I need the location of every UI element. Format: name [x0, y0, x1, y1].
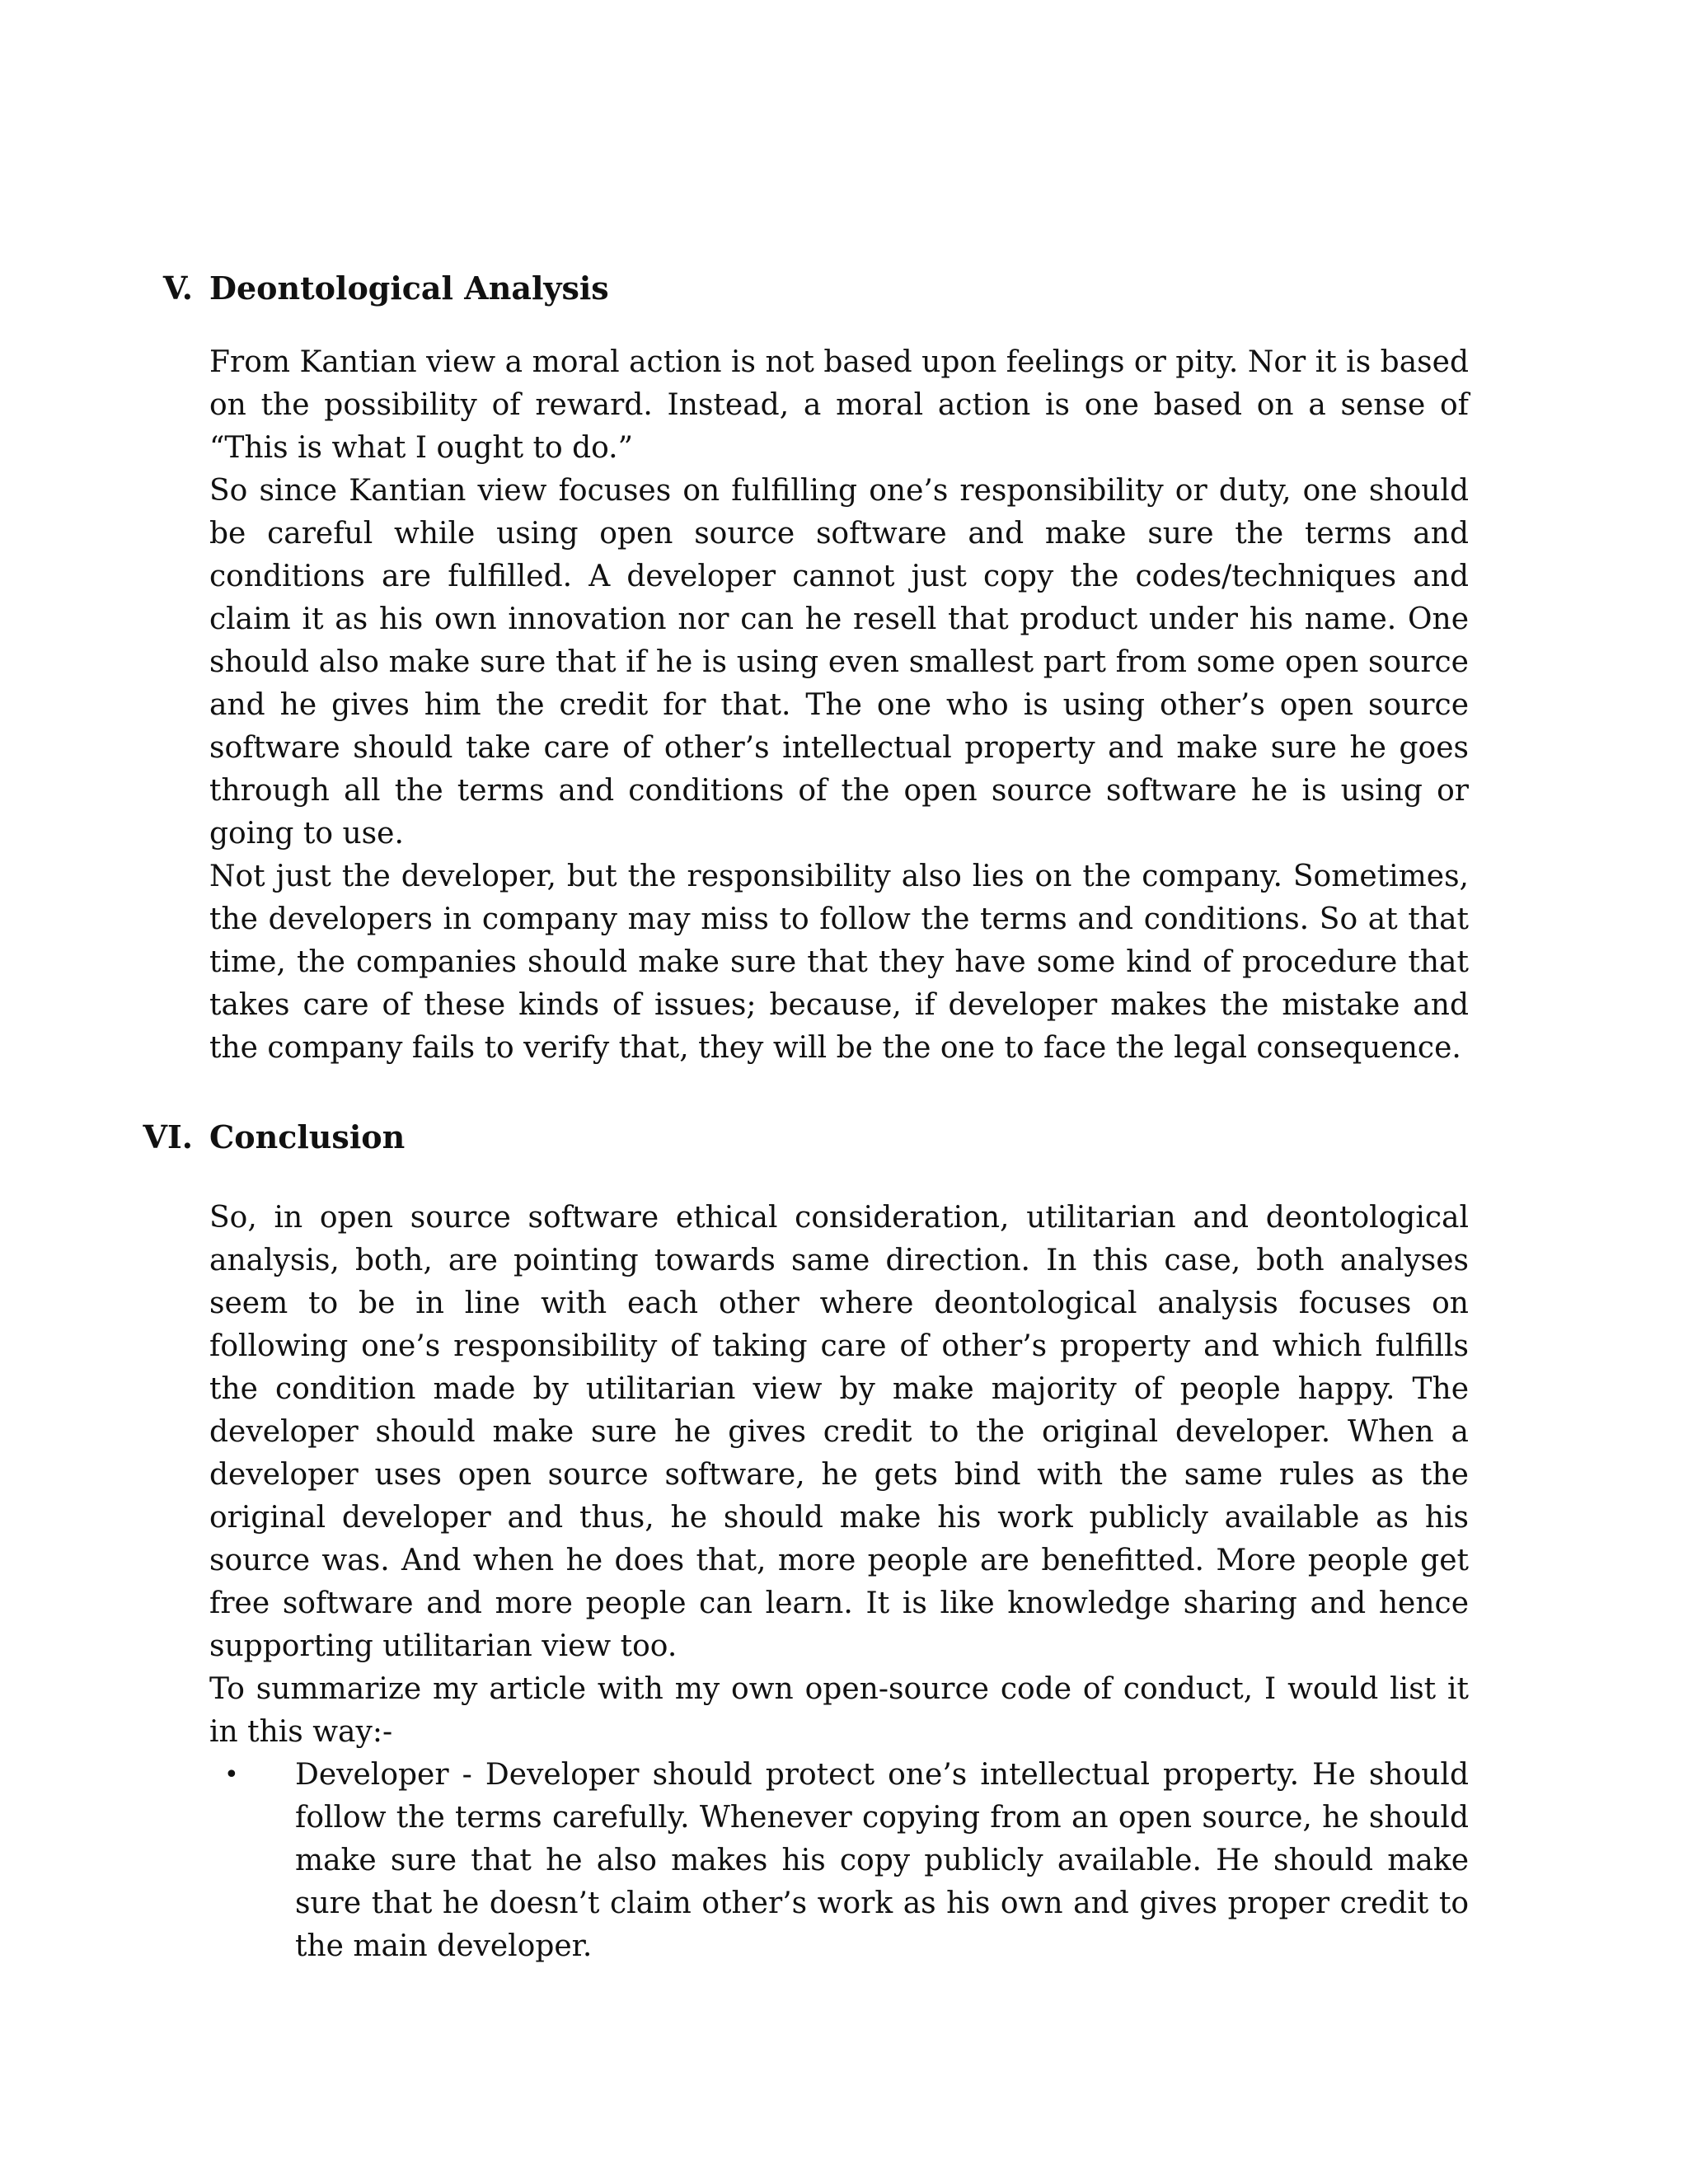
section-deontological-analysis: [0, 265, 1688, 1065]
section-conclusion: [0, 1114, 1688, 1963]
code-of-conduct-list: [209, 1754, 1469, 1968]
section-body: [209, 1197, 1469, 1968]
section-heading: [0, 265, 1688, 312]
list-item-text: Developer - Developer should protect one’s intellectual property. He should follow the terms carefully. Whenever copying from an open source, he should make sure that he also makes his copy publicly available. He should make sure that he doesn’t claim other’s work as his own and gives proper credit to the main developer.: [295, 1758, 1469, 1963]
paragraph: To summarize my article with my own open-source code of conduct, I would list it in this way:-: [209, 1672, 1469, 1749]
section-number: VI.: [143, 1118, 193, 1155]
bullet-icon: •: [224, 1760, 239, 1789]
section-body: [209, 341, 1469, 1070]
paragraph: So, in open source software ethical consideration, utilitarian and deontological analysis, both, are pointing towards same direction. In this case, both analyses seem to be in line with each other where deontological analysis focuses on following one’s responsibility of taking care of other’s property and which fulfills the condition made by utilitarian view by make majority of people happy. The developer should make sure he gives credit to the original developer. When a developer uses open source software, he gets bind with the same rules as the original developer and thus, he should make his work publicly available as his source was. And when he does that, more people are benefitted. More people get free software and more people can learn. It is like knowledge sharing and hence supporting utilitarian view too.: [209, 1201, 1469, 1663]
section-title: Conclusion: [209, 1118, 406, 1155]
paragraph: Not just the developer, but the responsibility also lies on the company. Sometimes, the developers in company may miss to follow the terms and conditions. So at that time, the companies should make sure that they have some kind of procedure that takes care of these kinds of issues; because, if developer makes the mistake and the company fails to verify that, they will be the one to face the legal consequence.: [209, 860, 1469, 1065]
section-number: V.: [162, 269, 193, 307]
section-title: Deontological Analysis: [209, 269, 609, 307]
paragraph: From Kantian view a moral action is not based upon feelings or pity. Nor it is based on the possibility of reward. Instead, a moral action is one based on a sense of “This is what I ought to do.”: [209, 345, 1469, 465]
list-item: [209, 1754, 1469, 1968]
section-heading: [0, 1114, 1688, 1160]
paragraph: So since Kantian view focuses on fulfilling one’s responsibility or duty, one should be careful while using open source software and make sure the terms and conditions are fulfilled. A developer cannot just copy the codes/techniques and claim it as his own innovation nor can he resell that product under his name. One should also make sure that if he is using even smallest part from some open source and he gives him the credit for that. The one who is using other’s open source software should take care of other’s intellectual property and make sure he goes through all the terms and conditions of the open source software he is using or going to use.: [209, 474, 1469, 851]
